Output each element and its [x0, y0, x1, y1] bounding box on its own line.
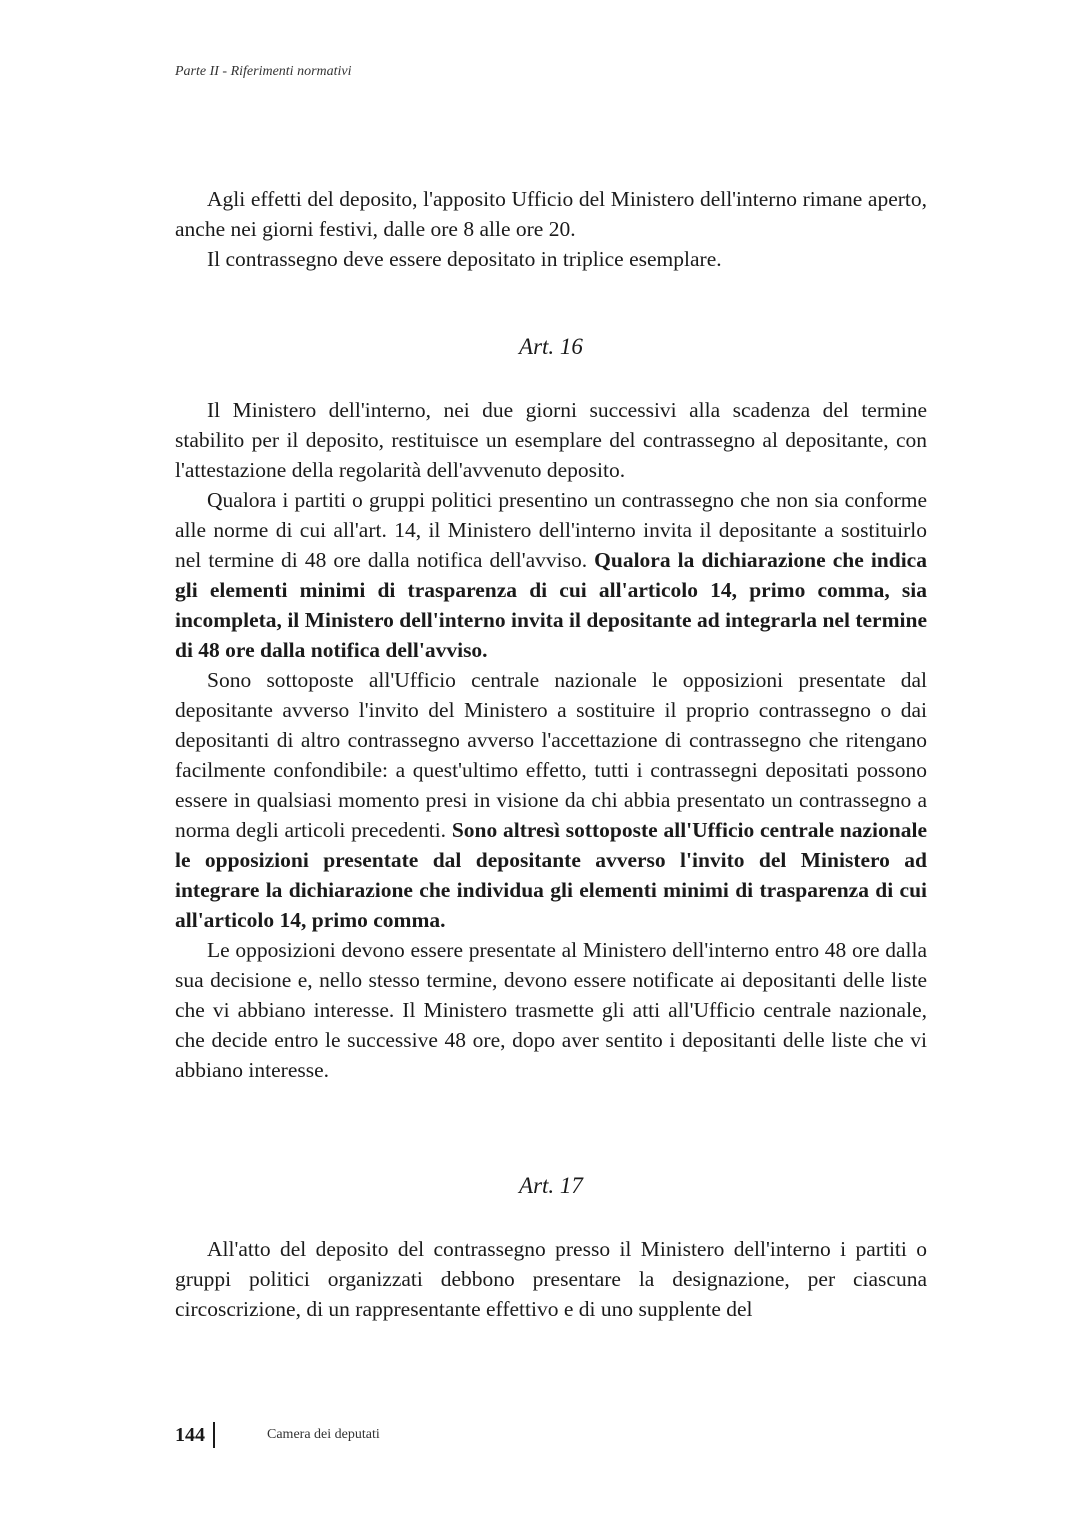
amended-text: Qualora la dichiarazione che indica gli elementi minimi di trasparenza di cui all'articolo 14, primo comma, sia incompleta, il Ministero dell'interno invita il depositante ad integrarla nel termine di 48 ore dalla notifica dell'avviso.: [175, 548, 927, 662]
footer-divider: [213, 1422, 215, 1448]
intro-text: [175, 184, 927, 274]
publisher-name: Camera dei deputati: [267, 1427, 380, 1442]
regular-text: Sono sottoposte all'Ufficio centrale nazionale le opposizioni presentate dal depositante avverso l'invito del Ministero a sostituire il proprio contrassegno o dai depositanti di altro contrassegno avverso l'accettazione di contrassegno che ritengano facilmente confondibile: a quest'ultimo effetto, tutti i contrassegni depositati possono essere in qualsiasi momento presi in visione da chi abbia presentato un contrassegno a norma degli articoli precedenti.: [175, 668, 927, 842]
paragraph: Agli effetti del deposito, l'apposito Ufficio del Ministero dell'interno rimane aperto, anche nei giorni festivi, dalle ore 8 alle ore 20.: [175, 187, 927, 241]
page-footer: [175, 1420, 380, 1450]
paragraph: [175, 665, 927, 935]
article-17-body: [175, 1234, 927, 1324]
page-number: 144: [175, 1423, 205, 1446]
amended-text: Sono altresì sottoposte all'Ufficio centrale nazionale le opposizioni presentate dal depositante avverso l'invito del Ministero ad integrare la dichiarazione che individua gli elementi minimi di trasparenza di cui all'articolo 14, primo comma.: [175, 818, 927, 932]
paragraph: Le opposizioni devono essere presentate al Ministero dell'interno entro 48 ore dalla sua decisione e, nello stesso termine, devono essere notificate ai depositanti delle liste che vi abbiano interesse. Il Ministero trasmette gli atti all'Ufficio centrale nazionale, che decide entro le successive 48 ore, dopo aver sentito i depositanti delle liste che vi abbiano interesse.: [175, 938, 927, 1082]
regular-text: Qualora i partiti o gruppi politici presentino un contrassegno che non sia conforme alle norme di cui all'art. 14, il Ministero dell'interno invita il depositante a sostituirlo nel termine di 48 ore dalla notifica dell'avviso.: [175, 488, 927, 572]
running-head: Parte II - Riferimenti normativi: [175, 64, 352, 79]
paragraph: Il contrassegno deve essere depositato in triplice esemplare.: [207, 247, 722, 271]
article-16-title: Art. 16: [519, 334, 583, 359]
article-17-title: Art. 17: [519, 1173, 583, 1198]
paragraph: Il Ministero dell'interno, nei due giorni successivi alla scadenza del termine stabilito per il deposito, restituisce un esemplare del contrassegno al depositante, con l'attestazione della regolarità dell'avvenuto deposito.: [175, 398, 927, 482]
paragraph: [175, 485, 927, 665]
article-16-body: [175, 395, 927, 1085]
paragraph: All'atto del deposito del contrassegno presso il Ministero dell'interno i partiti o gruppi politici organizzati debbono presentare la designazione, per ciascuna circoscrizione, di un rappresentante effettivo e di uno supplente del: [175, 1237, 927, 1321]
